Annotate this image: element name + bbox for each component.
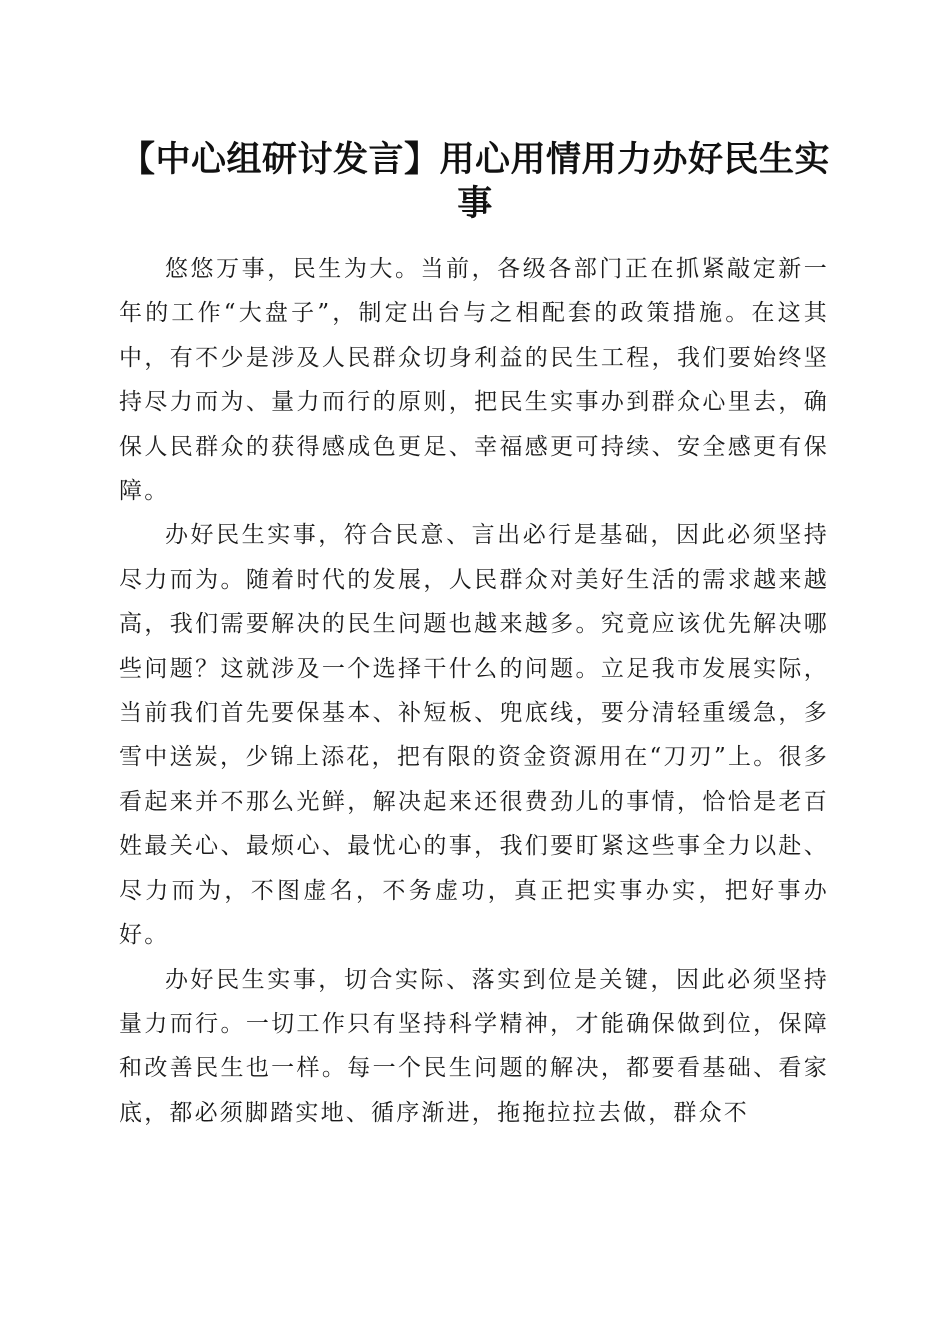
paragraph-3: 办好民生实事，切合实际、落实到位是关键，因此必须坚持量力而行。一切工作只有坚持科学精神，才能确保做到位，保障和改善民生也一样。每一个民生问题的解决，都要看基础、看家底，都必须脚踏实地、循序渐进，拖拖拉拉去做，群众不 bbox=[119, 966, 829, 1126]
document-body bbox=[119, 247, 829, 1135]
paragraph-1: 悠悠万事，民生为大。当前，各级各部门正在抓紧敲定新一年的工作“大盘子”，制定出台与之相配套的政策措施。在这其中，有不少是涉及人民群众切身利益的民生工程，我们要始终坚持尽力而为、量力而行的原则，把民生实事办到群众心里去，确保人民群众的获得感成色更足、幸福感更可持续、安全感更有保障。 bbox=[119, 256, 829, 505]
paragraph-2: 办好民生实事，符合民意、言出必行是基础，因此必须坚持尽力而为。随着时代的发展，人民群众对美好生活的需求越来越高，我们需要解决的民生问题也越来越多。究竟应该优先解决哪些问题？这就涉及一个选择干什么的问题。立足我市发展实际，当前我们首先要保基本、补短板、兜底线，要分清轻重缓急，多雪中送炭，少锦上添花，把有限的资金资源用在“刀刃”上。很多看起来并不那么光鲜，解决起来还很费劲儿的事情，恰恰是老百姓最关心、最烦心、最忧心的事，我们要盯紧这些事全力以赴、尽力而为，不图虚名，不务虚功，真正把实事办实，把好事办好。 bbox=[119, 522, 829, 949]
document-title: 【中心组研讨发言】用心用情用力办好民生实事 bbox=[119, 139, 830, 224]
